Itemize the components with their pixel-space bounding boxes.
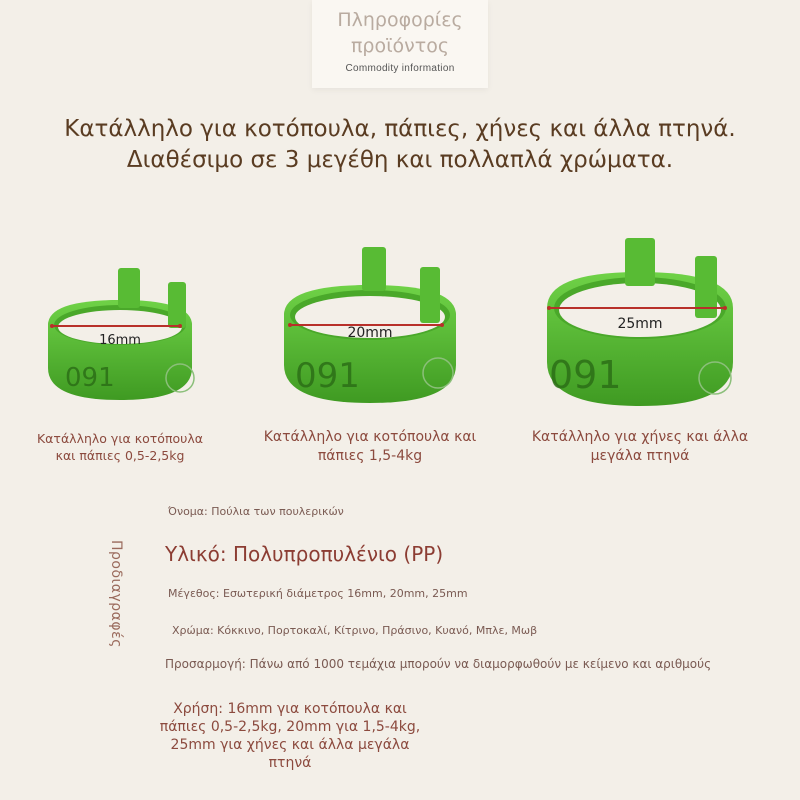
usage-line: πτηνά [268,755,312,771]
caption-line: Κατάλληλο για κοτόπουλα και [263,429,477,445]
ring-25mm-caption [515,428,765,466]
headline-line-1: Κατάλληλο για κοτόπουλα, πάπιες, χήνες και άλλα πτηνά. [64,116,736,142]
spec-customization: Προσαρμογή: Πάνω από 1000 τεμάχια μπορούν να διαμορφωθούν με κείμενο και αριθμούς [165,657,712,671]
ring-20mm-image [270,245,470,415]
headline [0,114,800,176]
caption-line: μεγάλα πτηνά [590,448,690,464]
ring-16mm-caption [20,430,220,464]
ring-20mm-number: 091 [295,356,360,396]
ring-tab-icon [118,268,140,308]
ring-25mm-image [535,230,745,420]
product-info-header [312,0,488,88]
ring-tab-icon [362,247,386,291]
ring-20mm-size-label: 20mm [347,325,393,341]
caption-line: Κατάλληλο για κοτόπουλα [36,431,203,446]
specs-section-label: Προδιαγραφές [108,540,124,648]
spec-material: Υλικό: Πολυπροπυλένιο (PP) [165,542,444,566]
ring-16mm-number: 091 [65,363,115,393]
ring-25mm-size-label: 25mm [617,316,663,332]
header-subtitle: Commodity information [345,63,455,74]
ring-16mm-size-label: 16mm [99,333,141,348]
header-title: Πληροφορίες προϊόντος [337,9,463,57]
usage-line: 25mm για χήνες και άλλα μεγάλα [170,737,410,753]
spec-size: Μέγεθος: Εσωτερική διάμετρος 16mm, 20mm, 25mm [168,587,468,600]
headline-line-2: Διαθέσιμο σε 3 μεγέθη και πολλαπλά χρώματα. [126,147,674,173]
spec-color: Χρώμα: Κόκκινο, Πορτοκαλί, Κίτρινο, Πράσινο, Κυανό, Μπλε, Μωβ [172,624,538,637]
caption-line: και πάπιες 0,5-2,5kg [55,448,185,463]
usage-line: Χρήση: 16mm για κοτόπουλα και [173,701,407,717]
rings-illustration [0,230,800,420]
ring-tab-icon [625,238,655,286]
ring-16mm-image [30,260,210,410]
caption-line: πάπιες 1,5-4kg [317,448,423,464]
spec-usage [140,700,440,772]
ring-20mm-caption [250,428,490,466]
usage-line: πάπιες 0,5-2,5kg, 20mm για 1,5-4kg, [159,719,421,735]
caption-line: Κατάλληλο για χήνες και άλλα [531,429,749,445]
ring-25mm-number: 091 [549,353,622,397]
spec-name: Όνομα: Πούλια των πουλερικών [168,505,344,518]
